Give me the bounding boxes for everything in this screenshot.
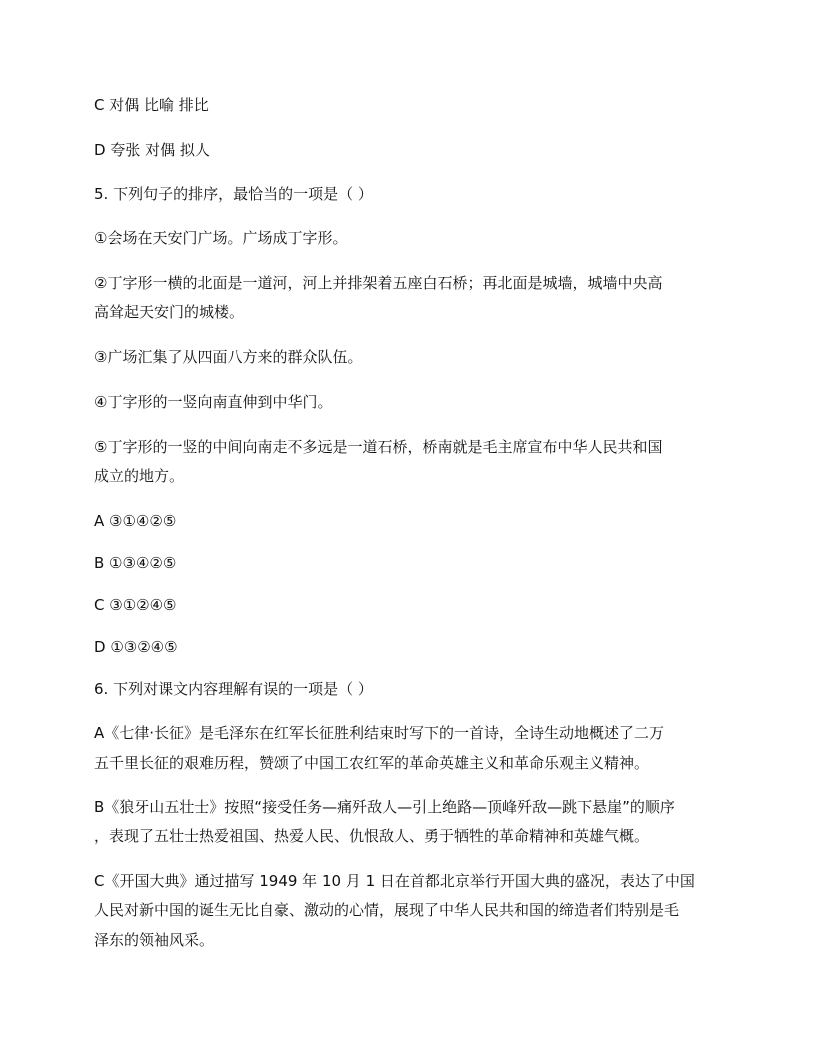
option-c-rhetoric: C 对偶 比喻 排比 <box>94 96 209 114</box>
sentence-2-line-2: 高耸起天安门的城楼。 <box>94 303 245 321</box>
option-d-order: D ①③②④⑤ <box>94 638 178 656</box>
sentence-3: ③广场汇集了从四面八方来的群众队伍。 <box>94 348 363 366</box>
option-c-line-3: 泽东的领袖风采。 <box>94 931 215 949</box>
sentence-4: ④丁字形的一竖向南直伸到中华门。 <box>94 393 333 411</box>
question-5-stem: 5. 下列句子的排序，最恰当的一项是（ ） <box>94 185 373 203</box>
option-b-line-1: B《狼牙山五壮士》按照“接受任务—痛歼敌人—引上绝路—顶峰歼敌—跳下悬崖”的顺序 <box>94 798 675 816</box>
option-a-line-2: 五千里长征的艰难历程，赞颂了中国工农红军的革命英雄主义和革命乐观主义精神。 <box>94 754 650 772</box>
option-a-order: A ③①④②⑤ <box>94 512 177 530</box>
sentence-1: ①会场在天安门广场。广场成丁字形。 <box>94 229 348 247</box>
option-c-line-1: C《开国大典》通过描写 1949 年 10 月 1 日在首都北京举行开国大典的盛况，表达了中国 <box>94 872 695 890</box>
sentence-2-line-1: ②丁字形一横的北面是一道河，河上并排架着五座白石桥；再北面是城墙，城墙中央高 <box>94 274 663 292</box>
question-6-stem: 6. 下列对课文内容理解有误的一项是（ ） <box>94 680 373 698</box>
option-b-order: B ①③④②⑤ <box>94 554 177 572</box>
option-c-order: C ③①②④⑤ <box>94 596 177 614</box>
sentence-5-line-2: 成立的地方。 <box>94 467 185 485</box>
option-d-rhetoric: D 夸张 对偶 拟人 <box>94 141 210 159</box>
option-a-line-1: A《七律·长征》是毛泽东在红军长征胜利结束时写下的一首诗，全诗生动地概述了二万 <box>94 724 665 742</box>
option-b-line-2: ，表现了五壮士热爱祖国、热爱人民、仇恨敌人、勇于牺牲的革命精神和英雄气概。 <box>94 827 650 845</box>
option-c-line-2: 人民对新中国的诞生无比自豪、激动的心情，展现了中华人民共和国的缔造者们特别是毛 <box>94 901 680 919</box>
sentence-5-line-1: ⑤丁字形的一竖的中间向南走不多远是一道石桥，桥南就是毛主席宣布中华人民共和国 <box>94 438 663 456</box>
